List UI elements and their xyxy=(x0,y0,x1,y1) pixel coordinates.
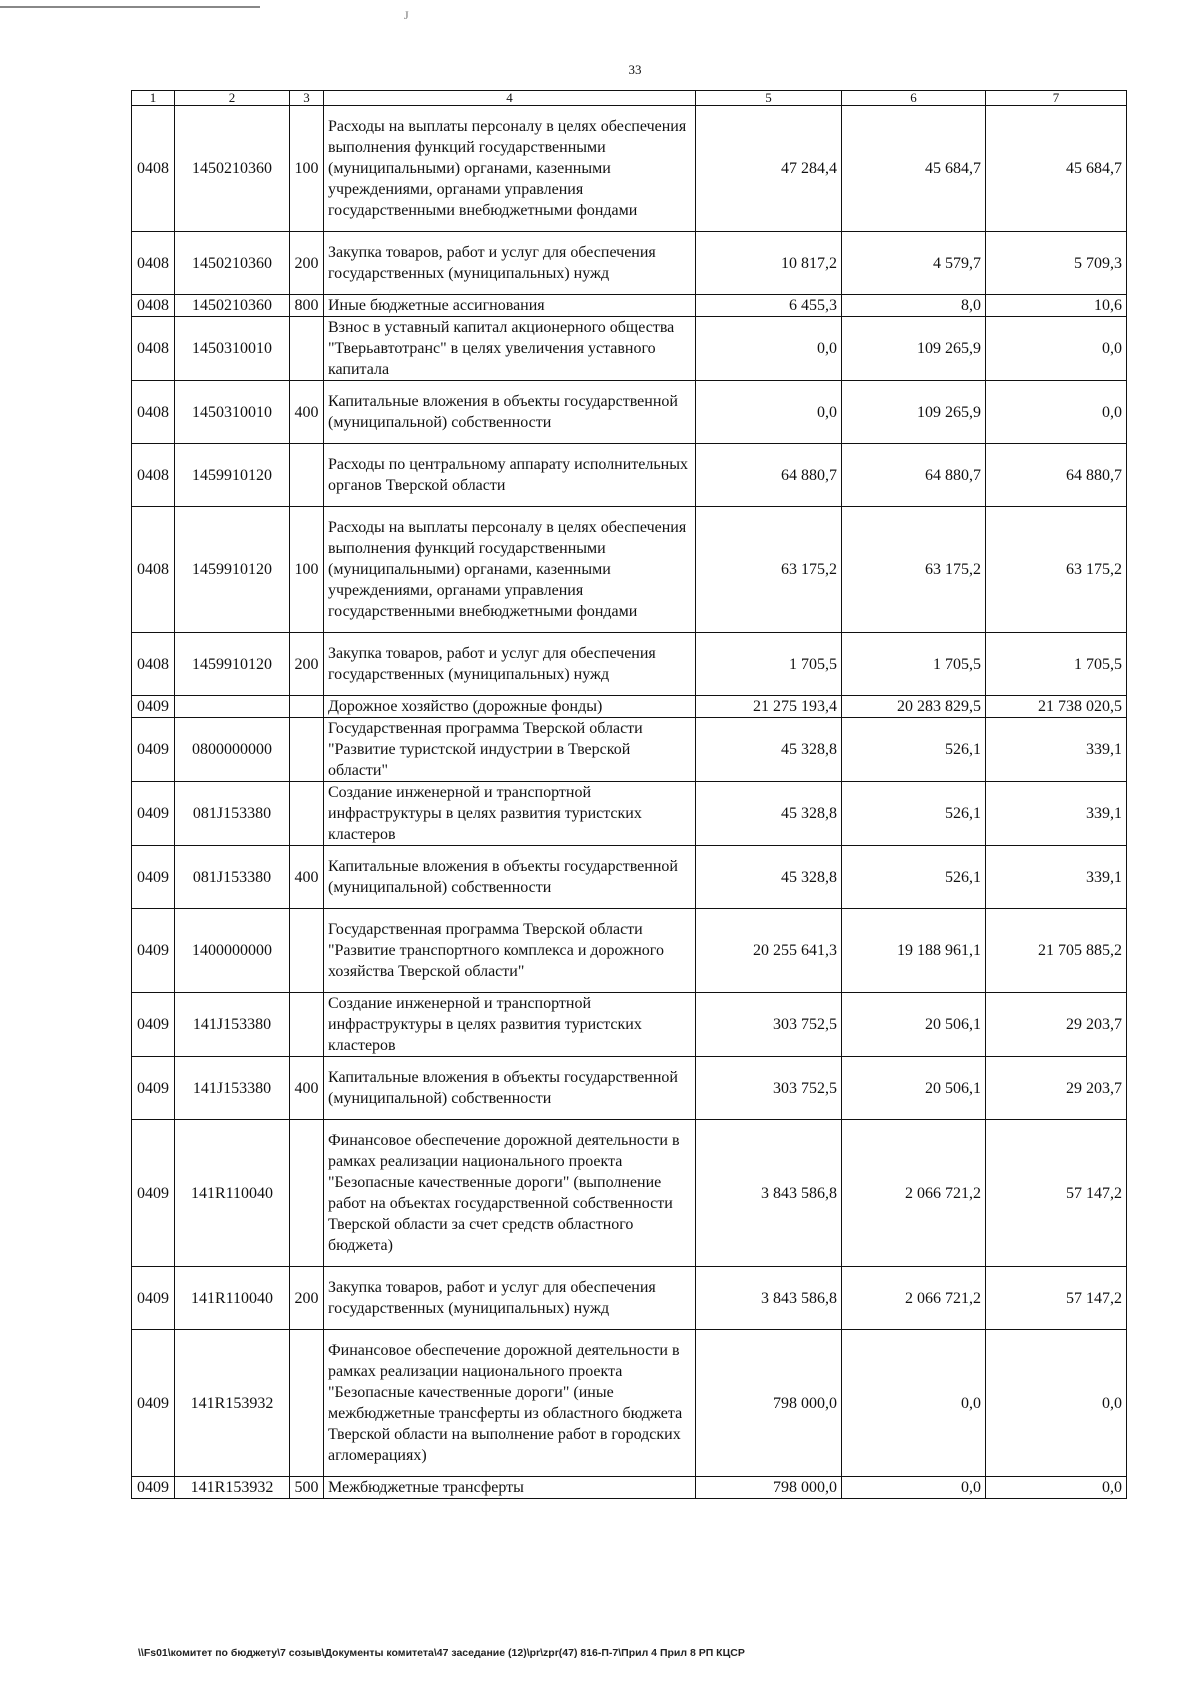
expense-type-cell xyxy=(290,696,324,718)
scan-mark: J xyxy=(404,8,409,22)
section-code-cell: 0409 xyxy=(132,909,175,993)
table-row xyxy=(132,1330,1127,1477)
table-row xyxy=(132,696,1127,718)
table-row xyxy=(132,295,1127,317)
section-code-cell: 0409 xyxy=(132,718,175,782)
section-code-cell: 0409 xyxy=(132,1477,175,1499)
target-article-cell: 141R153932 xyxy=(175,1330,290,1477)
section-code-cell: 0409 xyxy=(132,696,175,718)
amount-col5-cell: 20 255 641,3 xyxy=(696,909,842,993)
item-name-cell: Расходы на выплаты персоналу в целях обеспечения выполнения функций государственными (муниципальными) органами, казенными учреждениями, органами управления государственными внебюджетными фондами xyxy=(324,106,696,232)
item-name-cell: Создание инженерной и транспортной инфраструктуры в целях развития туристских кластеров xyxy=(324,782,696,846)
amount-col7-cell: 0,0 xyxy=(986,381,1127,444)
amount-col5-cell: 798 000,0 xyxy=(696,1330,842,1477)
amount-col7-cell: 1 705,5 xyxy=(986,633,1127,696)
header-cell: 2 xyxy=(175,91,290,106)
amount-col7-cell: 29 203,7 xyxy=(986,1057,1127,1120)
amount-col7-cell: 0,0 xyxy=(986,1477,1127,1499)
expense-type-cell xyxy=(290,317,324,381)
target-article-cell: 081J153380 xyxy=(175,782,290,846)
amount-col5-cell: 63 175,2 xyxy=(696,507,842,633)
amount-col7-cell: 21 738 020,5 xyxy=(986,696,1127,718)
budget-table xyxy=(131,90,1127,1499)
section-code-cell: 0408 xyxy=(132,232,175,295)
amount-col6-cell: 63 175,2 xyxy=(842,507,986,633)
scan-edge-mark xyxy=(0,6,260,8)
expense-type-cell xyxy=(290,1120,324,1267)
table-row xyxy=(132,846,1127,909)
target-article-cell: 141R153932 xyxy=(175,1477,290,1499)
amount-col6-cell: 526,1 xyxy=(842,782,986,846)
item-name-cell: Капитальные вложения в объекты государственной (муниципальной) собственности xyxy=(324,846,696,909)
section-code-cell: 0408 xyxy=(132,317,175,381)
item-name-cell: Закупка товаров, работ и услуг для обеспечения государственных (муниципальных) нужд xyxy=(324,633,696,696)
header-cell: 6 xyxy=(842,91,986,106)
target-article-cell: 1400000000 xyxy=(175,909,290,993)
amount-col7-cell: 0,0 xyxy=(986,317,1127,381)
target-article-cell: 1459910120 xyxy=(175,633,290,696)
section-code-cell: 0409 xyxy=(132,1330,175,1477)
amount-col5-cell: 10 817,2 xyxy=(696,232,842,295)
item-name-cell: Межбюджетные трансферты xyxy=(324,1477,696,1499)
section-code-cell: 0408 xyxy=(132,106,175,232)
expense-type-cell xyxy=(290,782,324,846)
amount-col7-cell: 57 147,2 xyxy=(986,1120,1127,1267)
amount-col5-cell: 6 455,3 xyxy=(696,295,842,317)
amount-col6-cell: 64 880,7 xyxy=(842,444,986,507)
amount-col7-cell: 64 880,7 xyxy=(986,444,1127,507)
amount-col7-cell: 21 705 885,2 xyxy=(986,909,1127,993)
amount-col6-cell: 4 579,7 xyxy=(842,232,986,295)
item-name-cell: Создание инженерной и транспортной инфраструктуры в целях развития туристских кластеров xyxy=(324,993,696,1057)
amount-col7-cell: 5 709,3 xyxy=(986,232,1127,295)
header-cell: 7 xyxy=(986,91,1127,106)
table-row xyxy=(132,782,1127,846)
amount-col6-cell: 109 265,9 xyxy=(842,381,986,444)
expense-type-cell: 400 xyxy=(290,1057,324,1120)
item-name-cell: Государственная программа Тверской области "Развитие туристской индустрии в Тверской области" xyxy=(324,718,696,782)
amount-col5-cell: 21 275 193,4 xyxy=(696,696,842,718)
table-header-row xyxy=(132,91,1127,106)
amount-col6-cell: 45 684,7 xyxy=(842,106,986,232)
amount-col5-cell: 47 284,4 xyxy=(696,106,842,232)
table-row xyxy=(132,444,1127,507)
target-article-cell: 1450210360 xyxy=(175,232,290,295)
table-row xyxy=(132,1477,1127,1499)
section-code-cell: 0408 xyxy=(132,381,175,444)
amount-col6-cell: 20 283 829,5 xyxy=(842,696,986,718)
table-row xyxy=(132,1120,1127,1267)
amount-col6-cell: 1 705,5 xyxy=(842,633,986,696)
amount-col5-cell: 303 752,5 xyxy=(696,1057,842,1120)
section-code-cell: 0409 xyxy=(132,1057,175,1120)
amount-col5-cell: 0,0 xyxy=(696,317,842,381)
item-name-cell: Расходы на выплаты персоналу в целях обеспечения выполнения функций государственными (муниципальными) органами, казенными учреждениями, органами управления государственными внебюджетными фондами xyxy=(324,507,696,633)
target-article-cell xyxy=(175,696,290,718)
table-row xyxy=(132,633,1127,696)
item-name-cell: Взнос в уставный капитал акционерного общества "Тверьавтотранс" в целях увеличения уставного капитала xyxy=(324,317,696,381)
item-name-cell: Расходы по центральному аппарату исполнительных органов Тверской области xyxy=(324,444,696,507)
item-name-cell: Капитальные вложения в объекты государственной (муниципальной) собственности xyxy=(324,381,696,444)
amount-col5-cell: 1 705,5 xyxy=(696,633,842,696)
amount-col5-cell: 303 752,5 xyxy=(696,993,842,1057)
amount-col7-cell: 339,1 xyxy=(986,846,1127,909)
target-article-cell: 141R110040 xyxy=(175,1120,290,1267)
amount-col6-cell: 20 506,1 xyxy=(842,993,986,1057)
table-row xyxy=(132,993,1127,1057)
table-row xyxy=(132,232,1127,295)
amount-col6-cell: 8,0 xyxy=(842,295,986,317)
target-article-cell: 1450310010 xyxy=(175,317,290,381)
amount-col6-cell: 2 066 721,2 xyxy=(842,1267,986,1330)
expense-type-cell: 100 xyxy=(290,106,324,232)
item-name-cell: Дорожное хозяйство (дорожные фонды) xyxy=(324,696,696,718)
item-name-cell: Финансовое обеспечение дорожной деятельности в рамках реализации национального проекта "Безопасные качественные дороги" (иные межбюджетные трансферты из областного бюджета Тверской области на выполнение работ в городских агломерациях) xyxy=(324,1330,696,1477)
amount-col5-cell: 45 328,8 xyxy=(696,846,842,909)
section-code-cell: 0408 xyxy=(132,444,175,507)
amount-col5-cell: 798 000,0 xyxy=(696,1477,842,1499)
footer-file-path: \\Fs01\комитет по бюджету\7 созыв\Документы комитета\47 заседание (12)\pr\zpr(47) 816-П-7\Прил 4 Прил 8 РП КЦСР xyxy=(138,1647,745,1659)
amount-col5-cell: 0,0 xyxy=(696,381,842,444)
item-name-cell: Капитальные вложения в объекты государственной (муниципальной) собственности xyxy=(324,1057,696,1120)
expense-type-cell xyxy=(290,909,324,993)
item-name-cell: Иные бюджетные ассигнования xyxy=(324,295,696,317)
expense-type-cell: 500 xyxy=(290,1477,324,1499)
item-name-cell: Закупка товаров, работ и услуг для обеспечения государственных (муниципальных) нужд xyxy=(324,1267,696,1330)
expense-type-cell xyxy=(290,993,324,1057)
section-code-cell: 0408 xyxy=(132,633,175,696)
header-cell: 5 xyxy=(696,91,842,106)
expense-type-cell: 400 xyxy=(290,846,324,909)
item-name-cell: Закупка товаров, работ и услуг для обеспечения государственных (муниципальных) нужд xyxy=(324,232,696,295)
amount-col6-cell: 2 066 721,2 xyxy=(842,1120,986,1267)
table-row xyxy=(132,1057,1127,1120)
section-code-cell: 0409 xyxy=(132,846,175,909)
section-code-cell: 0409 xyxy=(132,1120,175,1267)
expense-type-cell xyxy=(290,444,324,507)
amount-col5-cell: 64 880,7 xyxy=(696,444,842,507)
target-article-cell: 141R110040 xyxy=(175,1267,290,1330)
amount-col7-cell: 29 203,7 xyxy=(986,993,1127,1057)
amount-col6-cell: 0,0 xyxy=(842,1477,986,1499)
target-article-cell: 141J153380 xyxy=(175,1057,290,1120)
amount-col6-cell: 526,1 xyxy=(842,718,986,782)
amount-col7-cell: 63 175,2 xyxy=(986,507,1127,633)
amount-col5-cell: 3 843 586,8 xyxy=(696,1120,842,1267)
table-row xyxy=(132,507,1127,633)
section-code-cell: 0409 xyxy=(132,782,175,846)
section-code-cell: 0409 xyxy=(132,993,175,1057)
amount-col6-cell: 20 506,1 xyxy=(842,1057,986,1120)
section-code-cell: 0408 xyxy=(132,295,175,317)
amount-col7-cell: 339,1 xyxy=(986,782,1127,846)
expense-type-cell: 200 xyxy=(290,633,324,696)
target-article-cell: 1450310010 xyxy=(175,381,290,444)
section-code-cell: 0409 xyxy=(132,1267,175,1330)
table-row xyxy=(132,381,1127,444)
table-row xyxy=(132,106,1127,232)
expense-type-cell: 400 xyxy=(290,381,324,444)
target-article-cell: 1459910120 xyxy=(175,444,290,507)
header-cell: 1 xyxy=(132,91,175,106)
target-article-cell: 081J153380 xyxy=(175,846,290,909)
amount-col5-cell: 45 328,8 xyxy=(696,718,842,782)
amount-col7-cell: 45 684,7 xyxy=(986,106,1127,232)
amount-col5-cell: 3 843 586,8 xyxy=(696,1267,842,1330)
item-name-cell: Государственная программа Тверской области "Развитие транспортного комплекса и дорожного хозяйства Тверской области" xyxy=(324,909,696,993)
amount-col6-cell: 526,1 xyxy=(842,846,986,909)
amount-col7-cell: 0,0 xyxy=(986,1330,1127,1477)
target-article-cell: 141J153380 xyxy=(175,993,290,1057)
target-article-cell: 1450210360 xyxy=(175,106,290,232)
expense-type-cell: 800 xyxy=(290,295,324,317)
amount-col6-cell: 109 265,9 xyxy=(842,317,986,381)
expense-type-cell xyxy=(290,1330,324,1477)
amount-col6-cell: 19 188 961,1 xyxy=(842,909,986,993)
header-cell: 3 xyxy=(290,91,324,106)
table-row xyxy=(132,718,1127,782)
table-row xyxy=(132,317,1127,381)
item-name-cell: Финансовое обеспечение дорожной деятельности в рамках реализации национального проекта "Безопасные качественные дороги" (выполнение работ на объектах государственной собственности Тверской области за счет средств областного бюджета) xyxy=(324,1120,696,1267)
expense-type-cell: 200 xyxy=(290,232,324,295)
page-number: 33 xyxy=(628,62,642,77)
target-article-cell: 1459910120 xyxy=(175,507,290,633)
section-code-cell: 0408 xyxy=(132,507,175,633)
table-row xyxy=(132,909,1127,993)
amount-col6-cell: 0,0 xyxy=(842,1330,986,1477)
expense-type-cell xyxy=(290,718,324,782)
amount-col7-cell: 10,6 xyxy=(986,295,1127,317)
expense-type-cell: 200 xyxy=(290,1267,324,1330)
expense-type-cell: 100 xyxy=(290,507,324,633)
target-article-cell: 1450210360 xyxy=(175,295,290,317)
amount-col7-cell: 339,1 xyxy=(986,718,1127,782)
amount-col5-cell: 45 328,8 xyxy=(696,782,842,846)
header-cell: 4 xyxy=(324,91,696,106)
table-row xyxy=(132,1267,1127,1330)
amount-col7-cell: 57 147,2 xyxy=(986,1267,1127,1330)
target-article-cell: 0800000000 xyxy=(175,718,290,782)
